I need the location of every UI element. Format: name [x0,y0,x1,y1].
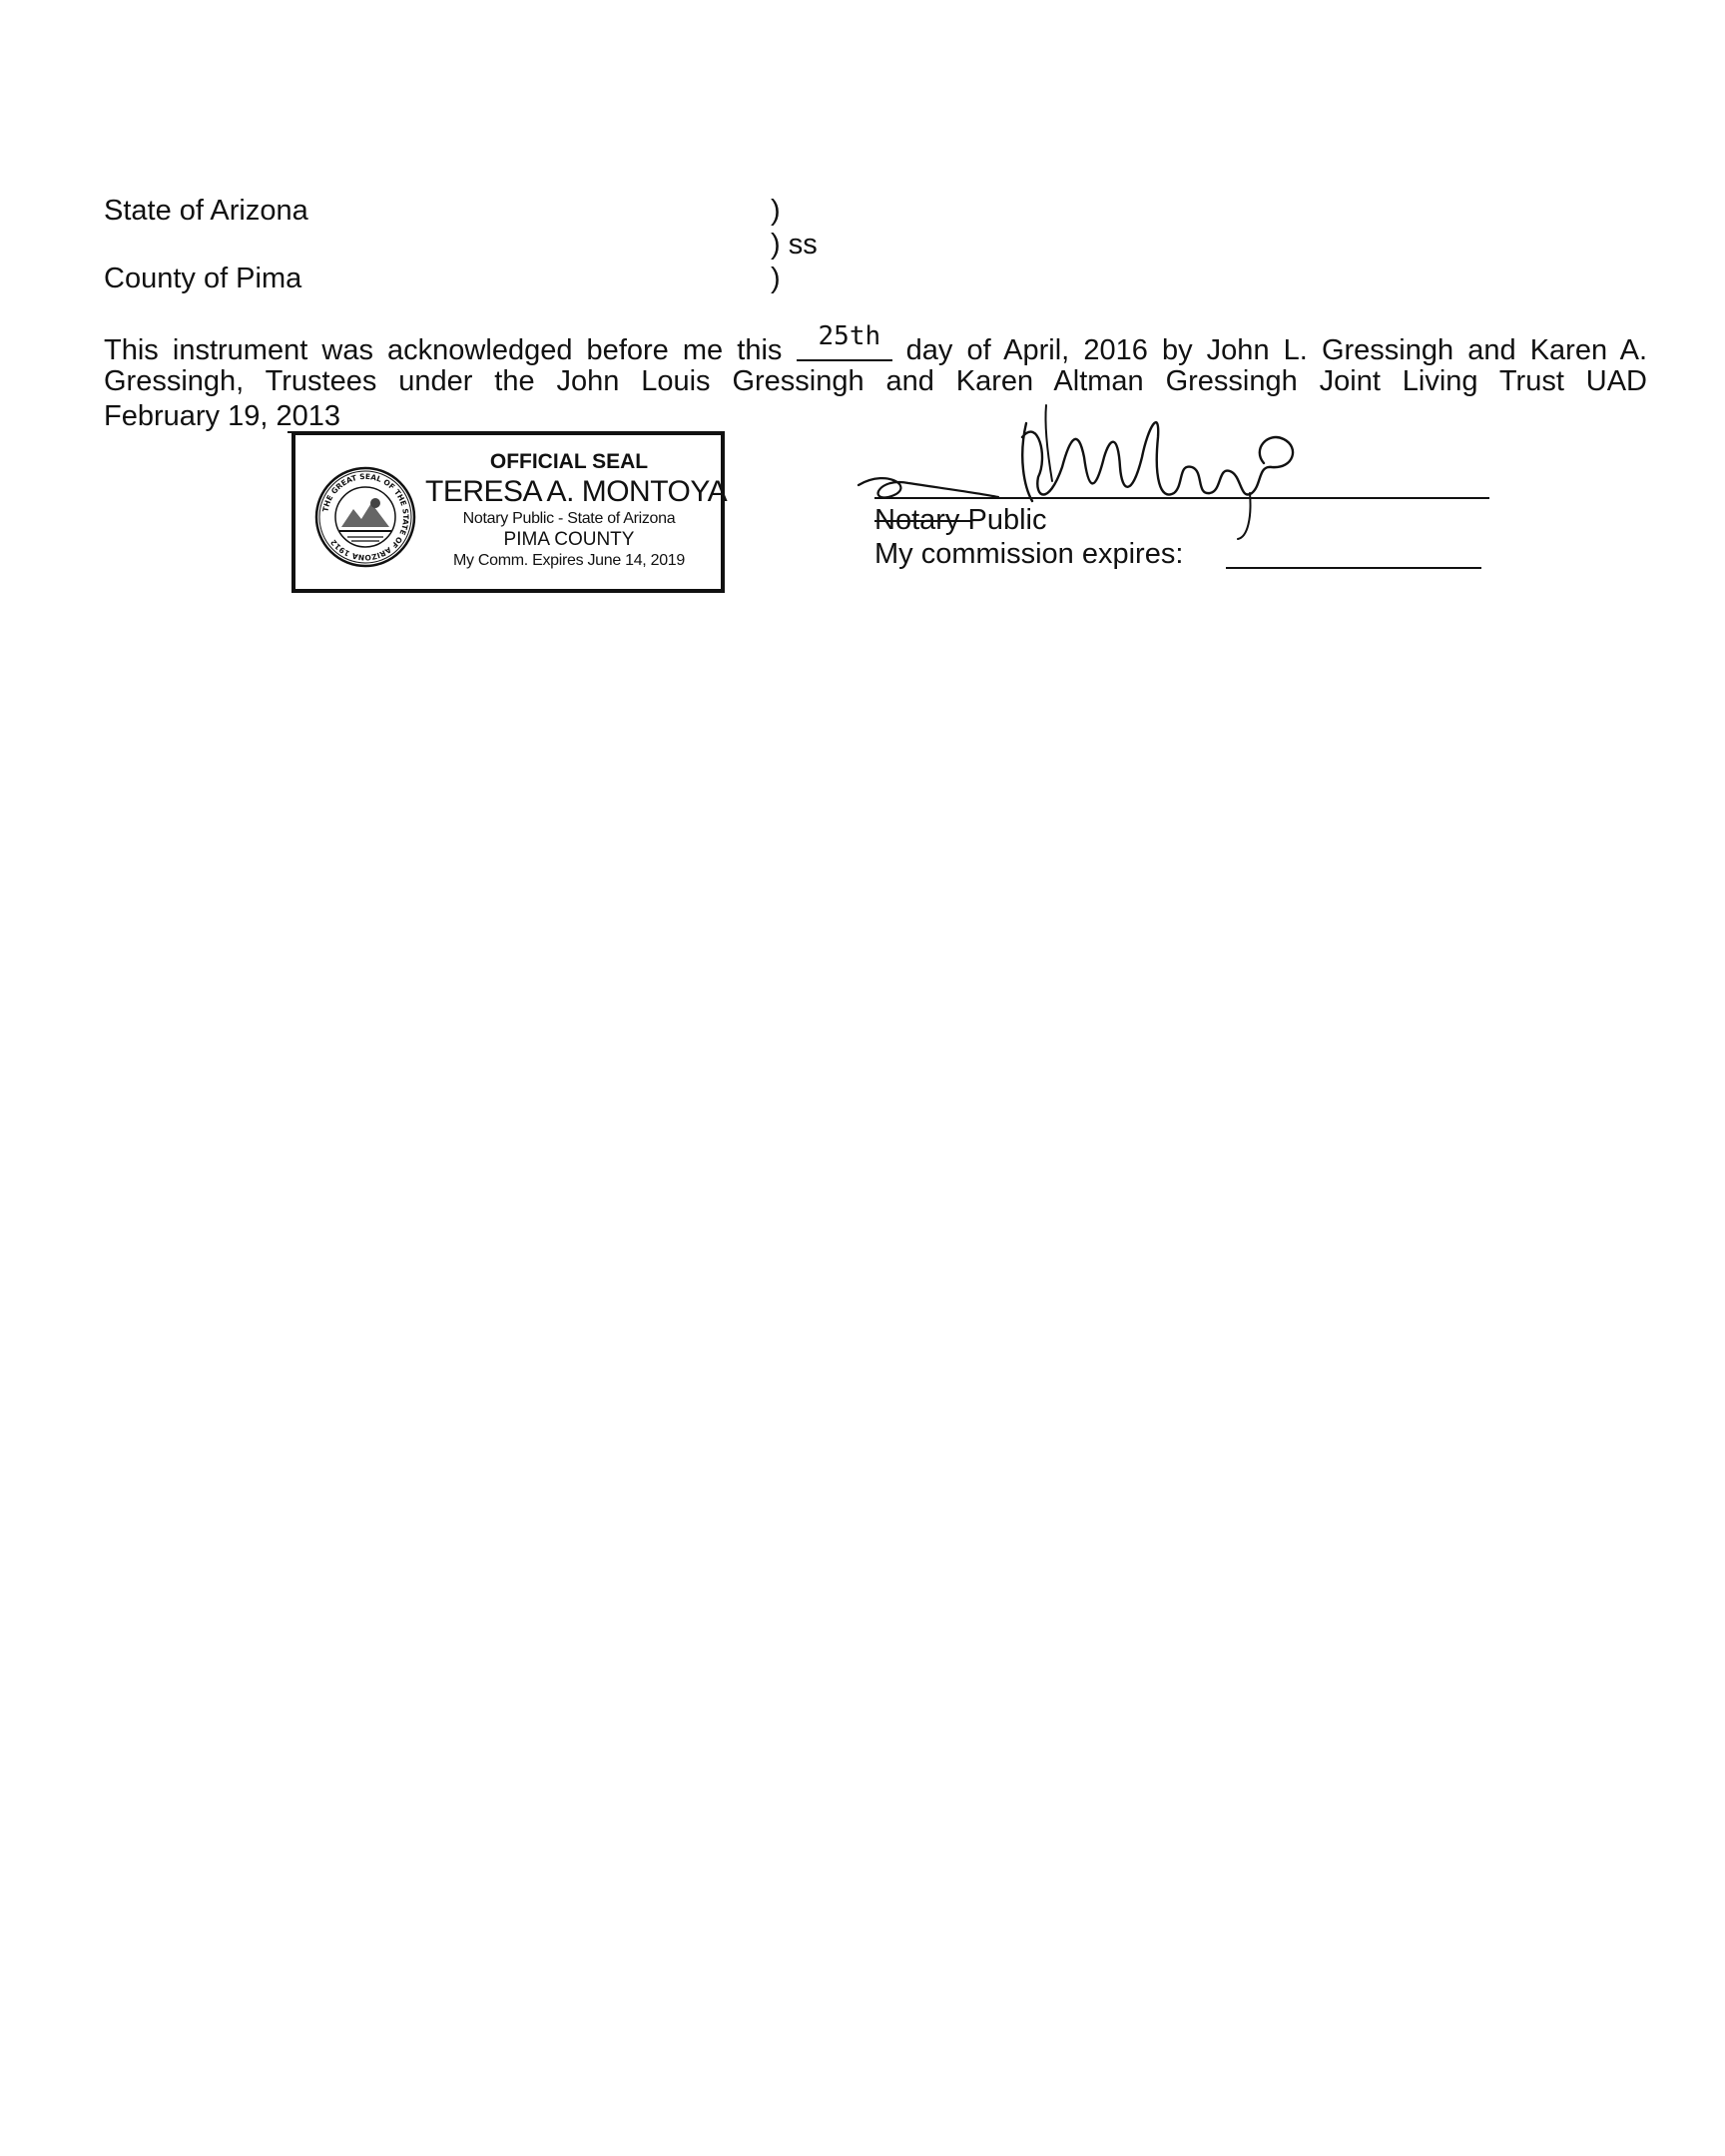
venue-paren-bottom: ) [771,263,781,294]
seal-heading: OFFICIAL SEAL [489,450,649,473]
seal-text-block [425,449,728,571]
day-blank [797,321,892,359]
seal-county: PIMA COUNTY [503,529,635,550]
notary-public-label: Notary Public [874,504,1047,536]
venue-paren-ss: ) ss [771,229,818,261]
commission-expires-blank [1226,567,1481,569]
state-seal-emblem-icon [313,465,417,569]
acknowledgment-after-blank: day of April, 2016 by John L. Gressingh and Karen A. [905,334,1647,366]
venue-paren-top: ) [771,195,781,227]
commission-expires-label: My commission expires: [874,538,1184,570]
acknowledgment-line-2: Gressingh, Trustees under the John Louis Gressingh and Karen Altman Gressingh Joint Living Trust UAD [104,365,1647,397]
state-label: State of Arizona [104,195,308,227]
notary-seal [291,431,728,593]
acknowledgment-line-1 [104,321,1647,366]
day-value: 25th [818,321,881,351]
seal-notary-title: Notary Public - State of Arizona [462,510,676,527]
acknowledgment-line-3: February 19, 2013 [104,400,340,432]
county-label: County of Pima [104,263,302,294]
seal-notary-name: TERESA A. MONTOYA [425,475,728,508]
seal-emblem-text: THE GREAT SEAL OF THE STATE OF ARIZONA 1912 [320,471,411,563]
notary-label-strike [874,520,970,522]
seal-expiration: My Comm. Expires June 14, 2019 [453,552,685,569]
acknowledgment-before-blank: This instrument was acknowledged before me this [104,334,783,366]
